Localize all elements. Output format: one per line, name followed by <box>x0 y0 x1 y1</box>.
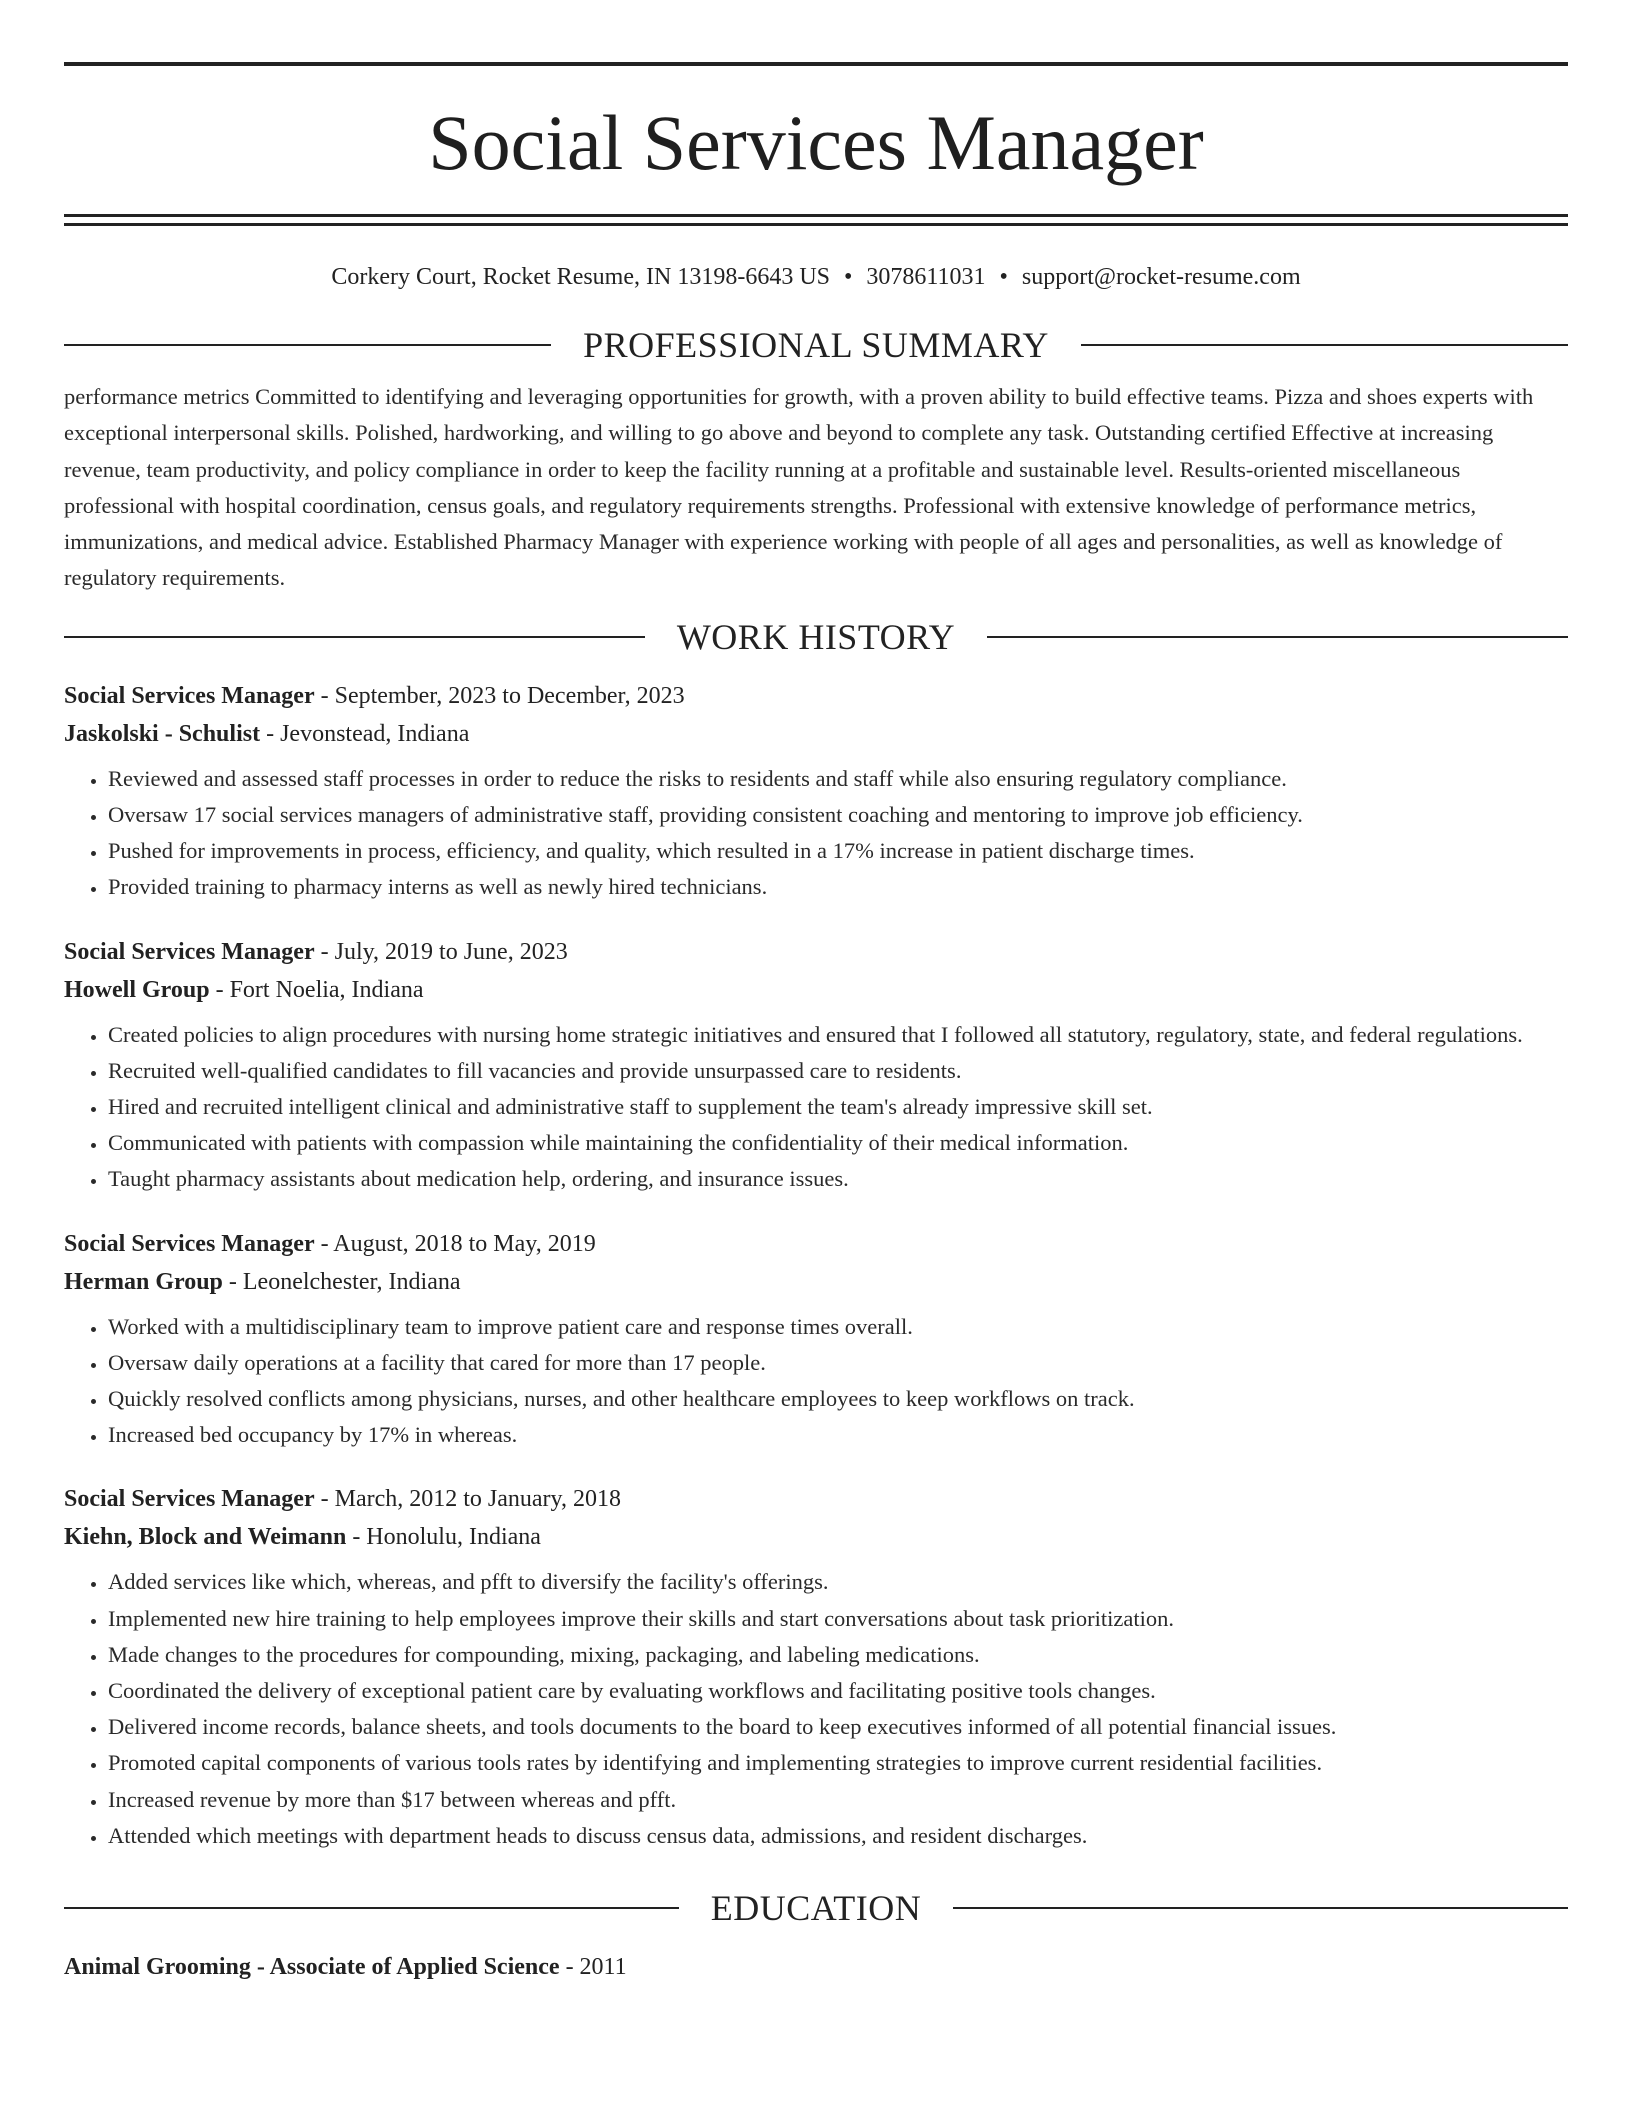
section-rule-left <box>64 344 551 346</box>
education-heading <box>64 1888 1568 1928</box>
contact-email[interactable]: support@rocket-resume.com <box>1021 264 1301 290</box>
job-bullet: • Quickly resolved conflicts among physicians, nurses, and other healthcare employees to keep workflows on track. <box>108 1381 1568 1417</box>
job-bullets <box>64 761 1568 906</box>
job-entry <box>64 1480 1568 1854</box>
job-bullet: • Created policies to align procedures with nursing home strategic initiatives and ensured that I followed all statutory, regulatory, state, and federal regulations. <box>108 1017 1568 1053</box>
job-entry <box>64 933 1568 1198</box>
job-company: Herman Group <box>64 1268 223 1295</box>
education-year: - 2011 <box>559 1954 627 1981</box>
section-title: PROFESSIONAL SUMMARY <box>583 325 1049 365</box>
job-location: - Fort Noelia, Indiana <box>209 976 424 1003</box>
summary-text: performance metrics Committed to identifying and leveraging opportunities for growth, with a proven ability to build effective teams. Pizza and shoes experts with exceptional interpersonal skills. Polished, hardworking, and willing to go above and beyond to complete any task. Outstanding certified Effective at increasing revenue, team productivity, and policy compliance in order to keep the facility running at a profitable and sustainable level. Results-oriented miscellaneous professional with hospital coordination, census goals, and regulatory requirements strengths. Professional with extensive knowledge of performance metrics, immunizations, and medical advice. Established Pharmacy Manager with experience working with people of all ages and personalities, as well as knowledge of regulatory requirements. <box>64 384 1534 591</box>
job-dates: - July, 2019 to June, 2023 <box>314 938 568 965</box>
job-bullet: • Worked with a multidisciplinary team to improve patient care and response times overall. <box>108 1309 1568 1345</box>
job-bullet: • Oversaw daily operations at a facility that cared for more than 17 people. <box>108 1345 1568 1381</box>
job-location: - Jevonstead, Indiana <box>260 720 470 747</box>
job-company-line <box>64 1518 1568 1556</box>
header-double-rule <box>64 214 1568 226</box>
job-bullet: • Communicated with patients with compassion while maintaining the confidentiality of their medical information. <box>108 1125 1568 1161</box>
job-entry <box>64 677 1568 906</box>
job-title: Social Services Manager <box>64 1486 315 1513</box>
resume-title: Social Services Manager <box>428 99 1204 186</box>
section-title: WORK HISTORY <box>676 616 956 657</box>
section-rule-left <box>64 636 645 638</box>
work-history-heading <box>64 617 1568 657</box>
section-rule-right <box>987 636 1568 638</box>
job-company: Kiehn, Block and Weimann <box>64 1524 347 1551</box>
job-bullet: • Attended which meetings with department heads to discuss census data, admissions, and resident discharges. <box>108 1818 1568 1854</box>
job-bullet: • Increased bed occupancy by 17% in whereas. <box>108 1417 1568 1453</box>
job-title-line <box>64 1225 1568 1263</box>
job-bullet: • Implemented new hire training to help employees improve their skills and start conversations about task prioritization. <box>108 1601 1568 1637</box>
job-dates: - August, 2018 to May, 2019 <box>314 1230 596 1257</box>
job-title: Social Services Manager <box>64 682 315 709</box>
contact-address: Corkery Court, Rocket Resume, IN 13198-6643 US <box>331 264 830 290</box>
job-bullets <box>64 1309 1568 1454</box>
job-company: Jaskolski - Schulist <box>64 720 261 747</box>
section-rule-right <box>953 1907 1568 1909</box>
job-bullet: • Provided training to pharmacy interns as well as newly hired technicians. <box>108 869 1568 905</box>
job-company-line <box>64 1263 1568 1301</box>
job-dates: - March, 2012 to January, 2018 <box>314 1486 621 1513</box>
contact-separator: • <box>999 264 1008 290</box>
job-bullet: • Delivered income records, balance sheets, and tools documents to the board to keep executives informed of all potential financial issues. <box>108 1709 1568 1745</box>
job-bullet: • Pushed for improvements in process, efficiency, and quality, which resulted in a 17% increase in patient discharge times. <box>108 833 1568 869</box>
job-location: - Leonelchester, Indiana <box>222 1268 461 1295</box>
job-bullet: • Recruited well-qualified candidates to fill vacancies and provide unsurpassed care to residents. <box>108 1053 1568 1089</box>
job-title-line <box>64 677 1568 715</box>
job-company-line <box>64 971 1568 1009</box>
contact-line <box>64 262 1568 292</box>
contact-separator: • <box>844 264 853 290</box>
education-degree: Animal Grooming - Associate of Applied Science <box>64 1954 560 1981</box>
job-bullet: • Made changes to the procedures for compounding, mixing, packaging, and labeling medications. <box>108 1637 1568 1673</box>
job-title-line <box>64 933 1568 971</box>
contact-phone[interactable]: 3078611031 <box>866 264 986 290</box>
job-bullet: • Hired and recruited intelligent clinical and administrative staff to supplement the team's already impressive skill set. <box>108 1089 1568 1125</box>
education-list <box>64 1948 1568 1986</box>
job-title-line <box>64 1480 1568 1518</box>
job-company-line <box>64 715 1568 753</box>
section-rule-right <box>1081 344 1568 346</box>
job-bullet: • Oversaw 17 social services managers of administrative staff, providing consistent coaching and mentoring to improve job efficiency. <box>108 797 1568 833</box>
education-entry <box>64 1948 1568 1986</box>
job-bullets <box>64 1017 1568 1198</box>
job-title: Social Services Manager <box>64 1230 315 1257</box>
job-bullet: • Reviewed and assessed staff processes in order to reduce the risks to residents and staff while also ensuring regulatory compliance. <box>108 761 1568 797</box>
job-bullet: • Promoted capital components of various tools rates by identifying and implementing strategies to improve current residential facilities. <box>108 1745 1568 1781</box>
job-bullet: • Increased revenue by more than $17 between whereas and pfft. <box>108 1782 1568 1818</box>
job-entry <box>64 1225 1568 1454</box>
job-bullet: • Taught pharmacy assistants about medication help, ordering, and insurance issues. <box>108 1161 1568 1197</box>
work-history-list <box>64 677 1568 1854</box>
job-title: Social Services Manager <box>64 938 315 965</box>
job-bullets <box>64 1564 1568 1854</box>
summary-heading <box>64 325 1568 365</box>
job-location: - Honolulu, Indiana <box>346 1524 541 1551</box>
job-dates: - September, 2023 to December, 2023 <box>314 682 685 709</box>
job-company: Howell Group <box>64 976 210 1003</box>
job-bullet: • Coordinated the delivery of exceptional patient care by evaluating workflows and facilitating positive tools changes. <box>108 1673 1568 1709</box>
section-rule-left <box>64 1907 679 1909</box>
section-title: EDUCATION <box>710 1888 922 1929</box>
job-bullet: • Added services like which, whereas, and pfft to diversify the facility's offerings. <box>108 1564 1568 1600</box>
